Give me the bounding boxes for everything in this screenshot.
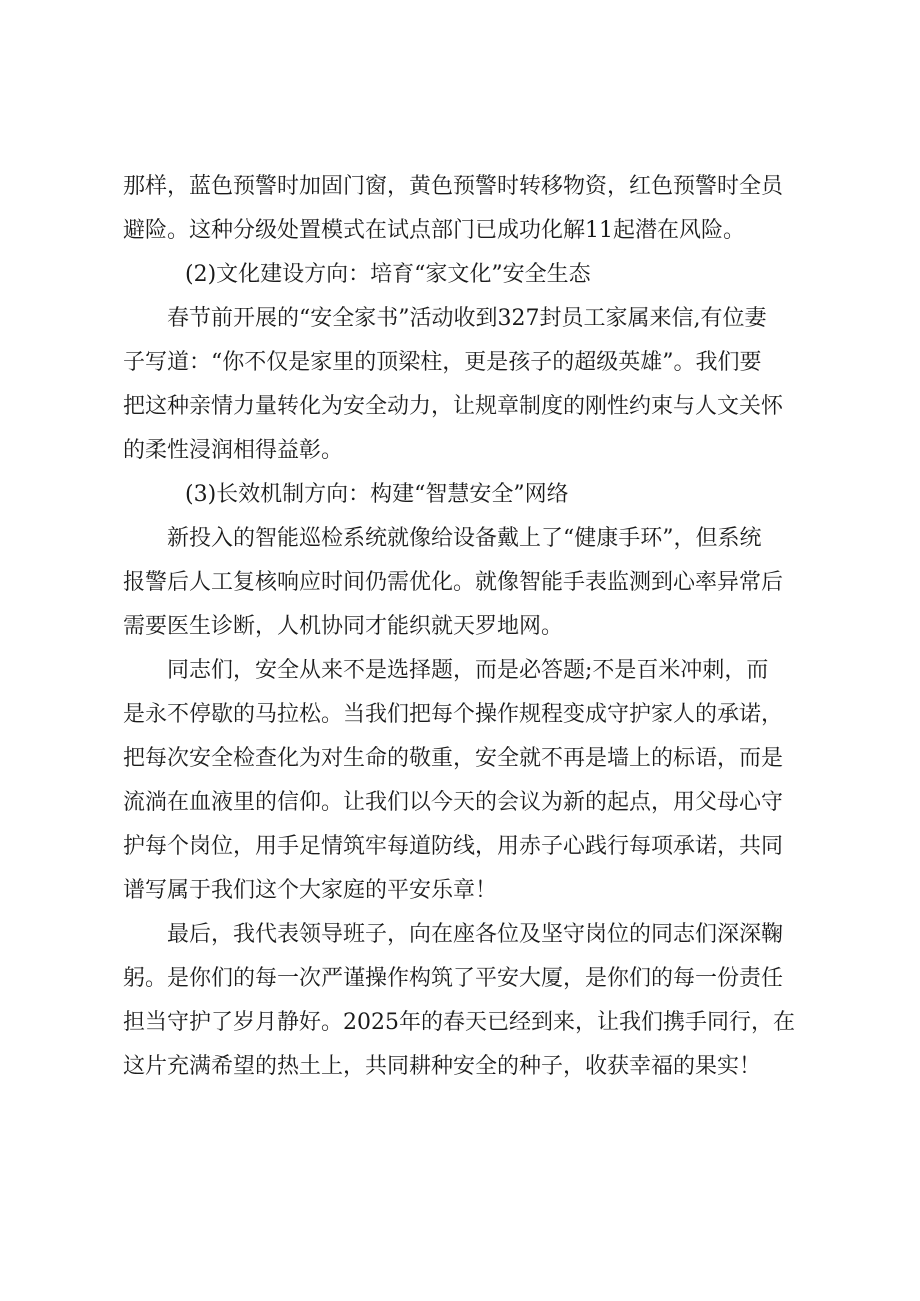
text-line: 流淌在血液里的信仰。让我们以今天的会议为新的起点，用父母心守 bbox=[123, 790, 784, 815]
text-line: 那样，蓝色预警时加固门窗，黄色预警时转移物资，红色预警时全员 bbox=[123, 174, 784, 199]
text-line: 是永不停歇的马拉松。当我们把每个操作规程变成守护家人的承诺， bbox=[123, 702, 784, 727]
section-heading-culture: (2)文化建设方向：培育“家文化”安全生态 bbox=[185, 262, 591, 287]
text-line: 报警后人工复核响应时间仍需优化。就像智能手表监测到心率异常后 bbox=[123, 570, 784, 595]
paragraph-safety-letter bbox=[123, 297, 798, 473]
text-line: 新投入的智能巡检系统就像给设备戴上了“健康手环”，但系统 bbox=[167, 526, 762, 551]
paragraph-comrades bbox=[123, 649, 798, 913]
text-line: 躬。是你们的每一次严谨操作构筑了平安大厦，是你们的每一份责任 bbox=[123, 966, 784, 991]
text-line: 把这种亲情力量转化为安全动力，让规章制度的刚性约束与人文关怀 bbox=[123, 394, 784, 419]
paragraph-closing bbox=[123, 913, 798, 1089]
document-body bbox=[123, 165, 798, 1089]
text-line: 这片充满希望的热土上，共同耕种安全的种子，收获幸福的果实！ bbox=[123, 1054, 762, 1079]
paragraph-smart-inspection bbox=[123, 517, 798, 649]
text-line: 护每个岗位，用手足情筑牢每道防线，用赤子心践行每项承诺，共同 bbox=[123, 834, 784, 859]
text-line: 担当守护了岁月静好。2025年的春天已经到来，让我们携手同行，在 bbox=[123, 1010, 795, 1035]
text-line: 同志们，安全从来不是选择题，而是必答题;不是百米冲刺，而 bbox=[167, 658, 769, 683]
section-heading-mechanism: (3)长效机制方向：构建“智慧安全”网络 bbox=[185, 482, 569, 507]
text-line: 春节前开展的“安全家书”活动收到327封员工家属来信,有位妻 bbox=[167, 306, 767, 331]
text-line: 谱写属于我们这个大家庭的平安乐章！ bbox=[123, 878, 498, 903]
text-line: 把每次安全检查化为对生命的敬重，安全就不再是墙上的标语，而是 bbox=[123, 746, 784, 771]
text-line: 避险。这种分级处置模式在试点部门已成功化解11起潜在风险。 bbox=[123, 218, 745, 243]
text-line: 子写道：“你不仅是家里的顶梁柱，更是孩子的超级英雄”。我们要 bbox=[123, 350, 762, 375]
text-line: 的柔性浸润相得益彰。 bbox=[123, 438, 344, 463]
text-line: 最后，我代表领导班子，向在座各位及坚守岗位的同志们深深鞠 bbox=[167, 922, 784, 947]
paragraph-tiered-warning bbox=[123, 165, 798, 253]
text-line: 需要医生诊断，人机协同才能织就天罗地网。 bbox=[123, 614, 564, 639]
